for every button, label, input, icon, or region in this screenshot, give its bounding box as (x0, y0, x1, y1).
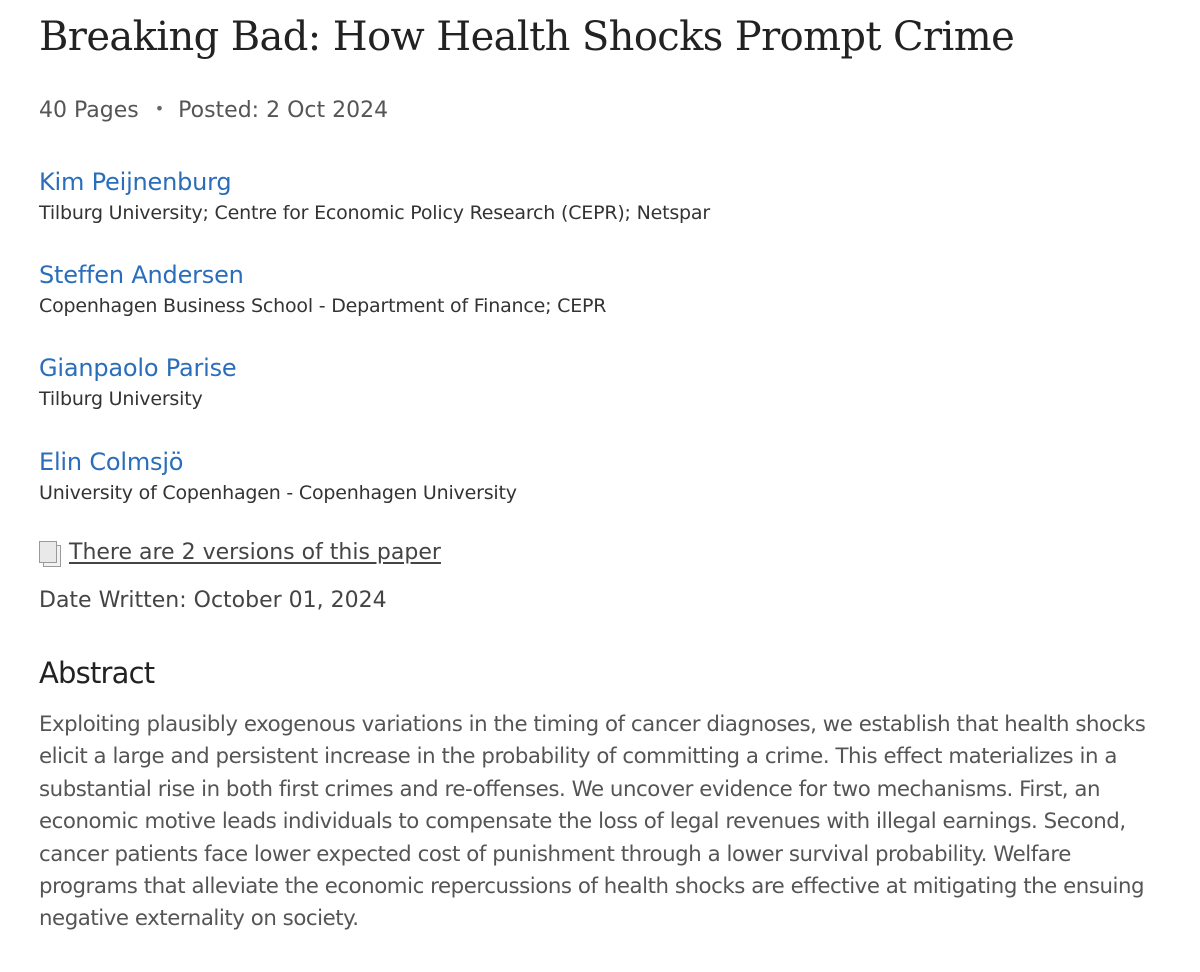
versions-row (39, 537, 441, 567)
paper-title: Breaking Bad: How Health Shocks Prompt Crime (39, 14, 1015, 60)
abstract-heading: Abstract (39, 656, 155, 690)
versions-link[interactable]: There are 2 versions of this paper (69, 539, 441, 565)
author-affiliation: Tilburg University; Centre for Economic Policy Research (CEPR); Netspar (39, 202, 710, 224)
author-link[interactable]: Kim Peijnenburg (39, 168, 232, 196)
meta-separator: • (154, 99, 165, 118)
author-link[interactable]: Elin Colmsjö (39, 448, 184, 476)
author-affiliation: Copenhagen Business School - Department of Finance; CEPR (39, 295, 607, 317)
posted-date: Posted: 2 Oct 2024 (178, 98, 389, 123)
author-link[interactable]: Gianpaolo Parise (39, 354, 237, 382)
date-written: Date Written: October 01, 2024 (39, 588, 387, 613)
document-stack-icon (39, 541, 61, 567)
author-link[interactable]: Steffen Andersen (39, 261, 244, 289)
abstract-text: Exploiting plausibly exogenous variations in the timing of cancer diagnoses, we establish that health shocks elicit a large and persistent increase in the probability of committing a crime. This effect materializes in a substantial rise in both first crimes and re-offenses. We uncover evidence for two mechanisms. First, an economic motive leads individuals to compensate the loss of legal revenues with illegal earnings. Second, cancer patients face lower expected cost of punishment through a lower survival probability. Welfare programs that alleviate the economic repercussions of health shocks are effective at mitigating the ensuing negative externality on society. (39, 712, 1146, 932)
author-entry (39, 168, 710, 224)
author-entry (39, 261, 606, 317)
page-count: 40 Pages (39, 98, 139, 123)
author-affiliation: Tilburg University (39, 388, 203, 410)
author-affiliation: University of Copenhagen - Copenhagen University (39, 482, 517, 504)
author-entry (39, 448, 517, 504)
paper-meta (39, 98, 388, 123)
author-entry (39, 354, 237, 410)
